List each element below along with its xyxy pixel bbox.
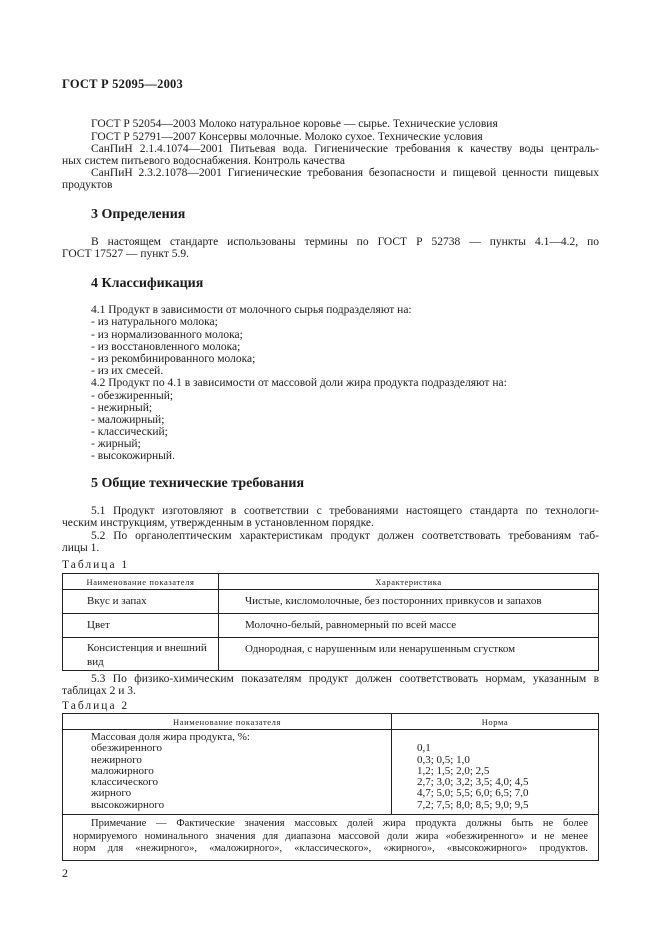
- list-item: - из нормализованного молока;: [91, 329, 243, 341]
- paragraph-line: лицы 1.: [62, 542, 100, 554]
- list-item: - жирный;: [91, 438, 141, 450]
- table-note-row: [63, 815, 599, 861]
- table-cell: 0,1: [417, 742, 431, 755]
- table-cell: маложирного: [91, 764, 154, 777]
- table-2: [62, 713, 599, 861]
- list-item: - из рекомбинированного молока;: [91, 353, 256, 365]
- table-cell: 0,3; 0,5; 1,0: [417, 753, 470, 766]
- paragraph-line: 4.2 Продукт по 4.1 в зависимости от массовой доли жира продукта подразделяют на:: [91, 377, 507, 389]
- table-cell: 2,7; 3,0; 3,2; 3,5; 4,0; 4,5: [417, 776, 529, 789]
- section-5-title: 5 Общие технические требования: [91, 476, 305, 491]
- table-header-cell: Наименование показателя: [63, 574, 219, 590]
- paragraph-line: 5.1 Продукт изготовляют в соответствии с требованиями настоящего стандарта по технологи-: [91, 505, 599, 517]
- table-header-cell: Характеристика: [219, 574, 599, 590]
- document-header: ГОСТ Р 52095—2003: [62, 77, 183, 91]
- paragraph-line: таблицах 2 и 3.: [62, 685, 136, 697]
- list-item: - высокожирный.: [91, 450, 175, 462]
- table-row: [63, 614, 599, 638]
- table-cell: нежирного: [91, 753, 142, 766]
- table-cell: классического: [91, 776, 158, 789]
- paragraph-line: ческим инструкциям, утвержденным в установленном порядке.: [62, 517, 374, 529]
- table-cell: Вкус и запах: [63, 590, 219, 614]
- table-cell: Чистые, кисломолочные, без посторонних привкусов и запахов: [219, 590, 599, 614]
- table-cell: Молочно-белый, равномерный по всей массе: [219, 614, 599, 638]
- table-header-cell: Наименование показателя: [63, 714, 392, 730]
- table-header-cell: Норма: [392, 714, 599, 730]
- paragraph-line: 5.2 По органолептическим характеристикам продукт должен соответствовать требованиям таб-: [91, 530, 599, 542]
- table-cell: Консистенция и внешний вид: [63, 638, 219, 671]
- table-row: [63, 590, 599, 614]
- table-group-label: Массовая доля жира продукта, %:: [91, 731, 250, 743]
- reference-line: СанПиН 2.1.4.1074—2001 Питьевая вода. Гигиенические требования к качеству воды централь-: [91, 143, 599, 155]
- table-cell: 4,7; 5,0; 5,5; 6,0; 6,5; 7,0: [417, 787, 529, 800]
- reference-line: ГОСТ Р 52054—2003 Молоко натуральное коровье — сырье. Технические условия: [91, 118, 498, 130]
- table-cell: Однородная, с нарушенным или ненарушенным сгустком: [219, 638, 599, 671]
- list-item: - обезжиренный;: [91, 390, 174, 402]
- table-1: [62, 573, 599, 671]
- paragraph-line: 5.3 По физико-химическим показателям продукт должен соответствовать нормам, указанным в: [91, 673, 599, 685]
- list-item: - из натурального молока;: [91, 316, 218, 328]
- table-cell: жирного: [91, 787, 132, 800]
- table-note-line: норм для «нежирного», «маложирного», «классического», «жирного», «высокожирного» продуктов.: [73, 843, 588, 855]
- list-item: - из их смесей.: [91, 365, 164, 377]
- table-cell: обезжиренного: [91, 742, 162, 755]
- paragraph-line: ГОСТ 17527 — пункт 5.9.: [62, 248, 190, 260]
- table-note-line: нормируемого номинального значения для диапазона массовой доли жира «обезжиренного» и не менее: [73, 830, 588, 842]
- table-cell: Цвет: [63, 614, 219, 638]
- table-row: [63, 638, 599, 671]
- table-2-caption: Таблица 2: [62, 700, 130, 712]
- reference-line: ных систем питьевого водоснабжения. Контроль качества: [62, 155, 345, 167]
- reference-line: продуктов: [62, 179, 113, 191]
- page-number: 2: [62, 866, 68, 880]
- paragraph-line: 4.1 Продукт в зависимости от молочного сырья подразделяют на:: [91, 304, 412, 316]
- paragraph-line: В настоящем стандарте использованы термины по ГОСТ Р 52738 — пункты 4.1—4.2, по: [91, 236, 599, 248]
- table-cell: высокожирного: [91, 798, 165, 811]
- list-item: - классический;: [91, 426, 168, 438]
- reference-line: ГОСТ Р 52791—2007 Консервы молочные. Молоко сухое. Технические условия: [91, 131, 483, 143]
- list-item: - нежирный;: [91, 402, 153, 414]
- section-4-title: 4 Классификация: [91, 276, 204, 291]
- table-cell: 7,2; 7,5; 8,0; 8,5; 9,0; 9,5: [417, 798, 529, 811]
- table-cell: 1,2; 1,5; 2,0; 2,5: [417, 764, 490, 777]
- table-row: [63, 730, 599, 815]
- section-3-title: 3 Определения: [91, 207, 186, 222]
- table-1-caption: Таблица 1: [62, 559, 130, 571]
- list-item: - из восстановленного молока;: [91, 341, 241, 353]
- list-item: - маложирный;: [91, 414, 165, 426]
- table-note-line: Примечание — Фактические значения массовых долей жира продукта должны быть не более: [91, 818, 588, 830]
- reference-line: СанПиН 2.3.2.1078—2001 Гигиенические требования безопасности и пищевой ценности пищевых: [91, 167, 599, 179]
